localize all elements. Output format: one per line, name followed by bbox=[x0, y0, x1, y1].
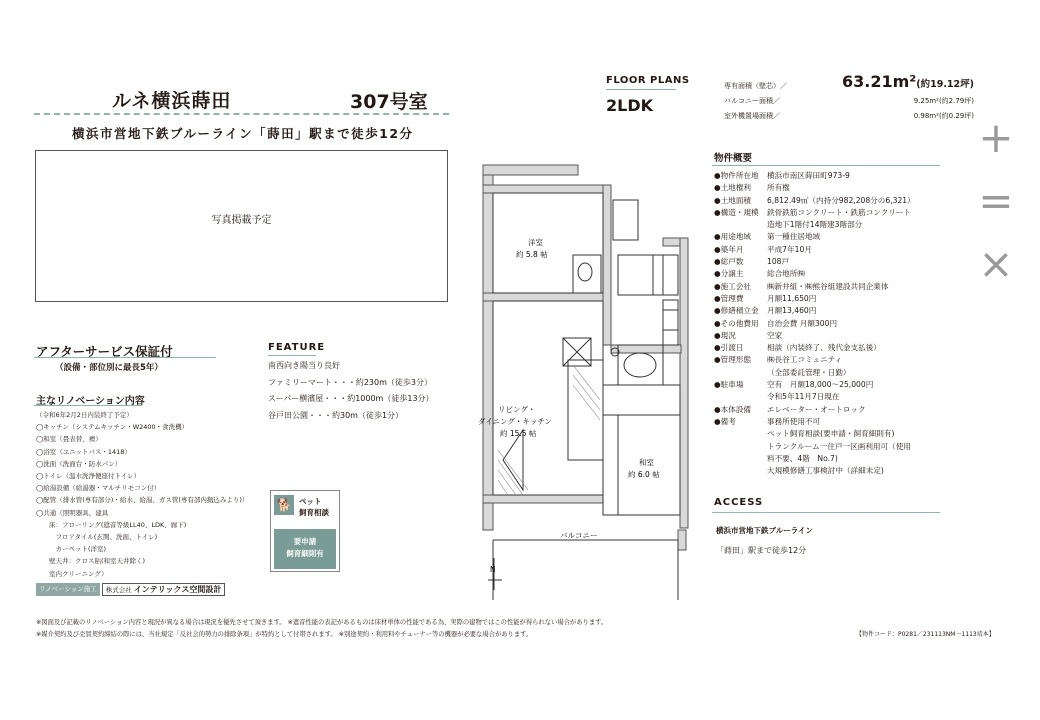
outline-value: ㈱長谷工コミュニティ bbox=[767, 355, 843, 365]
outline-value: 造地下1階付14階建3階部分 bbox=[767, 220, 863, 230]
photo-placeholder-text: 写真掲載予定 bbox=[211, 215, 272, 226]
area-value-sub: (約2.79坪) bbox=[938, 97, 974, 105]
outline-row bbox=[714, 182, 915, 194]
after-service-underline bbox=[34, 357, 216, 358]
area-table bbox=[724, 72, 974, 123]
maker-label: リノベーション施工 bbox=[36, 583, 100, 596]
outline-row bbox=[714, 195, 915, 207]
outline-row bbox=[714, 293, 915, 305]
outline-value: 平成7年10月 bbox=[767, 244, 812, 254]
footer-note: ※図面及び記載のリノベーション内容と現況が異なる場合は現況を優先させて頂きます。 ※遮音性能の表記があるものは床材単体の性能である為、実際の建物ではこの性能が得られない場合があります。 bbox=[36, 619, 608, 626]
outline-key: ●物件所在地 bbox=[714, 171, 759, 180]
outline-row bbox=[714, 231, 915, 243]
symbol-stack bbox=[976, 106, 1016, 295]
access-title: ACCESS bbox=[714, 497, 764, 508]
plus-icon: + bbox=[978, 113, 1014, 162]
feature-list bbox=[268, 358, 434, 424]
outline-underline bbox=[712, 165, 940, 166]
room-western-size: 約 5.8 帖 bbox=[516, 250, 548, 259]
outline-key: ●修繕積立金 bbox=[714, 306, 759, 316]
outline-value: 大規模修繕工事検討中（詳細未定) bbox=[767, 466, 884, 476]
list-item: ◯配管（排水管(専有部分)・給水、給湯、ガス管(専有部内拠込みより)） bbox=[36, 496, 249, 505]
outline-key: ●備考 bbox=[714, 416, 736, 426]
outline-key: ●引渡日 bbox=[714, 343, 744, 353]
photo-placeholder bbox=[35, 150, 448, 302]
list-item: ◯トイレ（温水洗浄便座付トイレ） bbox=[36, 472, 141, 481]
pet-requirement bbox=[274, 529, 336, 569]
list-item: ◯和室（畳表替、襖） bbox=[36, 435, 102, 444]
feature-underline bbox=[268, 355, 316, 356]
outline-key: ●築年月 bbox=[714, 244, 744, 254]
outline-row bbox=[714, 281, 915, 293]
area-row-balcony bbox=[724, 93, 974, 108]
outline-key bbox=[714, 428, 767, 440]
area-value bbox=[914, 96, 974, 106]
feature-title: FEATURE bbox=[268, 342, 326, 353]
footer-notes bbox=[36, 617, 607, 641]
access-underline bbox=[712, 512, 940, 513]
area-value bbox=[914, 111, 974, 121]
outline-value: 自治会費 月額300円 bbox=[767, 318, 838, 328]
pet-req-line1: 要申請 bbox=[293, 537, 317, 546]
footer-note: ※媒介契約及び売買契約締結の際には、当社規定「反社会的勢力の排除条項」が特約として付帯されます。 ※別途契約・利用料やチューナー等の機器が必要な場合があります。 bbox=[36, 631, 533, 638]
list-item: （令和6年2月2日内装終了予定） bbox=[36, 411, 133, 419]
outline-row bbox=[714, 330, 915, 342]
north-label: N bbox=[490, 565, 496, 574]
outline-row bbox=[714, 219, 915, 231]
outline-key: ●本体設備 bbox=[714, 404, 752, 414]
pet-label-line2: 飼育相談 bbox=[299, 508, 329, 517]
pet-req-line2: 飼育細則有 bbox=[286, 549, 324, 558]
outline-key: ●その他費用 bbox=[714, 318, 759, 328]
maker-name-box bbox=[102, 583, 226, 596]
outline-value: 第一種住居地域 bbox=[767, 232, 821, 242]
outline-row bbox=[714, 170, 915, 182]
outline-key bbox=[714, 465, 767, 477]
access-line: 横浜市営地下鉄ブルーライン bbox=[716, 526, 813, 535]
room-living-label: リビング・ bbox=[498, 405, 536, 414]
outline-value: 料不要、4階 No.7) bbox=[767, 453, 838, 463]
list-item: 室内クリーニング） bbox=[36, 569, 108, 578]
equals-icon: = bbox=[978, 176, 1014, 225]
list-item: 谷戸田公園・・・約30m（徒歩1分） bbox=[268, 410, 404, 420]
area-value-sub: (約19.12坪) bbox=[916, 79, 974, 90]
renovation-underline bbox=[34, 405, 142, 406]
list-item: ◯共通（照明器具、建具 bbox=[36, 508, 109, 517]
outline-row bbox=[714, 428, 915, 440]
list-item: 南西向き陽当り良好 bbox=[268, 361, 340, 370]
outline-value: ペット飼育相談(要申請・飼育細則有) bbox=[767, 429, 895, 439]
outline-row bbox=[714, 441, 915, 453]
outline-row bbox=[714, 268, 915, 280]
outline-value: 所有権 bbox=[767, 183, 790, 193]
area-label: バルコニー面積／ bbox=[724, 97, 780, 105]
outline-key bbox=[714, 219, 767, 231]
outline-value: 6,812.49㎡（内持分982,208分の6,321） bbox=[767, 195, 915, 205]
outline-value: エレベーター・オートロック bbox=[767, 404, 866, 414]
list-item: ◯給湯設備（給湯器・マルチリモコン付） bbox=[36, 484, 161, 493]
area-label: 室外機置場面積／ bbox=[724, 112, 780, 120]
outline-value: 総合地所㈱ bbox=[767, 269, 805, 279]
outline-row bbox=[714, 354, 915, 366]
dog-icon: 🐕 bbox=[274, 495, 294, 515]
outline-row bbox=[714, 404, 915, 416]
renovation-list bbox=[36, 409, 248, 580]
outline-key: ●管理形態 bbox=[714, 355, 752, 365]
outline-value: 月額11,650円 bbox=[767, 293, 817, 303]
outline-key bbox=[714, 453, 767, 465]
property-code: 【物件コード：P0281／231113NM一1113靖本】 bbox=[856, 631, 995, 638]
maker-prefix: 株式会社 bbox=[105, 586, 132, 594]
outline-value: 鉄骨鉄筋コンクリート・鉄筋コンクリート bbox=[767, 207, 911, 217]
area-value-main: 0.98m² bbox=[913, 112, 939, 120]
outline-key: ●現況 bbox=[714, 330, 736, 340]
list-item: ファミリーマート・・・約230m（徒歩3分） bbox=[268, 377, 432, 387]
list-item: 床：フローリング(遮音等級LL40、LDK、廊下) bbox=[36, 520, 187, 529]
outline-key: ●駐車場 bbox=[714, 380, 744, 390]
pet-label-line1: ペット bbox=[299, 497, 322, 506]
room-japanese-size: 約 6.0 帖 bbox=[628, 470, 660, 479]
renovation-title: 主なリノベーション内容 bbox=[36, 396, 145, 407]
room-living-size: 約 15.5 帖 bbox=[500, 429, 537, 438]
header-divider bbox=[34, 113, 449, 115]
outline-key: ●施工会社 bbox=[714, 281, 752, 291]
outline-key: ●用途地域 bbox=[714, 232, 752, 242]
area-value-sub: (約0.29坪) bbox=[938, 112, 974, 120]
outline-key bbox=[714, 441, 767, 453]
room-number: 307号室 bbox=[350, 91, 428, 113]
area-row-exclusive bbox=[724, 72, 974, 93]
after-service-subtitle: （設備・部位別に最長5年） bbox=[55, 363, 163, 373]
access-walk: 「蒔田」駅まで徒歩12分 bbox=[716, 546, 807, 555]
outline-key: ●分譲主 bbox=[714, 269, 744, 279]
list-item: カーペット(洋室) bbox=[36, 545, 107, 554]
outline-row bbox=[714, 465, 915, 477]
floor-plan bbox=[468, 160, 708, 600]
outline-row bbox=[714, 244, 915, 256]
outline-key bbox=[714, 391, 767, 403]
outline-row bbox=[714, 207, 915, 219]
area-row-outdoor bbox=[724, 108, 974, 123]
outline-value: 相談（内装終了、残代金支払後） bbox=[767, 343, 881, 353]
outline-row bbox=[714, 256, 915, 268]
outline-value: 空有 月額18,000～25,000円 bbox=[767, 380, 874, 390]
room-living-label2: ダイニング・キッチン bbox=[478, 417, 552, 426]
area-label: 専有面積（壁芯）／ bbox=[724, 82, 787, 90]
maker-name: インテリックス空間設計 bbox=[133, 585, 222, 594]
outline-title: 物件概要 bbox=[714, 153, 753, 164]
outline-value: （全部委託管理・日勤） bbox=[767, 367, 851, 377]
outline-row bbox=[714, 379, 915, 391]
area-value bbox=[842, 72, 974, 91]
outline-value: 令和5年11月7日現在 bbox=[767, 392, 840, 402]
north-arrow-icon bbox=[488, 558, 502, 590]
outline-row bbox=[714, 318, 915, 330]
renovation-maker bbox=[36, 583, 225, 596]
outline-value: 事務所使用不可 bbox=[767, 416, 821, 426]
outline-value: 月額13,460円 bbox=[767, 306, 817, 316]
outline-key: ●構造・規模 bbox=[714, 207, 759, 217]
outline-row bbox=[714, 416, 915, 428]
area-value-main: 63.21m² bbox=[841, 72, 917, 91]
outline-value: 横浜市南区蒔田町973-9 bbox=[767, 171, 850, 180]
after-service-title: アフターサービス保証付 bbox=[36, 344, 173, 359]
room-western-label: 洋室 bbox=[528, 238, 543, 247]
outline-row bbox=[714, 453, 915, 465]
outline-key: ●総戸数 bbox=[714, 257, 744, 267]
outline-value: ㈱新井組・㈱熊谷組建設共同企業体 bbox=[767, 281, 889, 291]
room-japanese-label: 和室 bbox=[639, 458, 654, 467]
outline-key: ●管理費 bbox=[714, 293, 744, 303]
outline-list bbox=[714, 170, 915, 477]
outline-row bbox=[714, 342, 915, 354]
list-item: ◯洗面（洗面台・防水パン） bbox=[36, 459, 122, 468]
list-item: ◯キッチン（システムキッチン・W2400・食洗機） bbox=[36, 423, 189, 432]
times-icon: × bbox=[978, 239, 1014, 288]
outline-value: 空家 bbox=[767, 330, 783, 340]
list-item: スーパー横濱屋・・・約1000m（徒歩13分） bbox=[268, 394, 434, 403]
list-item: フロアタイル(玄関、洗面、トイレ) bbox=[36, 533, 158, 542]
outline-key: ●土地権利 bbox=[714, 183, 752, 193]
outline-value: トランクルーム一住戸一区画利用可（使用 bbox=[767, 441, 911, 451]
property-name: ルネ横浜蒔田 bbox=[112, 90, 232, 112]
list-item: 壁天井：クロス貼(和室天井除く) bbox=[36, 557, 146, 566]
floorplan-type: 2LDK bbox=[606, 96, 654, 115]
outline-row bbox=[714, 305, 915, 317]
station-info: 横浜市営地下鉄ブルーライン「蒔田」駅まで徒歩12分 bbox=[72, 126, 414, 141]
floorplan-underline bbox=[606, 89, 676, 90]
outline-row bbox=[714, 391, 915, 403]
pet-box bbox=[270, 490, 340, 572]
outline-key bbox=[714, 367, 767, 379]
outline-value: 108戸 bbox=[767, 257, 790, 267]
pet-label bbox=[299, 496, 329, 518]
outline-key: ●土地面積 bbox=[714, 195, 752, 205]
list-item: ◯浴室（ユニットバス・1418） bbox=[36, 447, 131, 456]
outline-row bbox=[714, 367, 915, 379]
area-value-main: 9.25m² bbox=[913, 97, 939, 105]
balcony-label: バルコニー bbox=[560, 531, 598, 540]
floorplan-label: FLOOR PLANS bbox=[606, 75, 690, 86]
